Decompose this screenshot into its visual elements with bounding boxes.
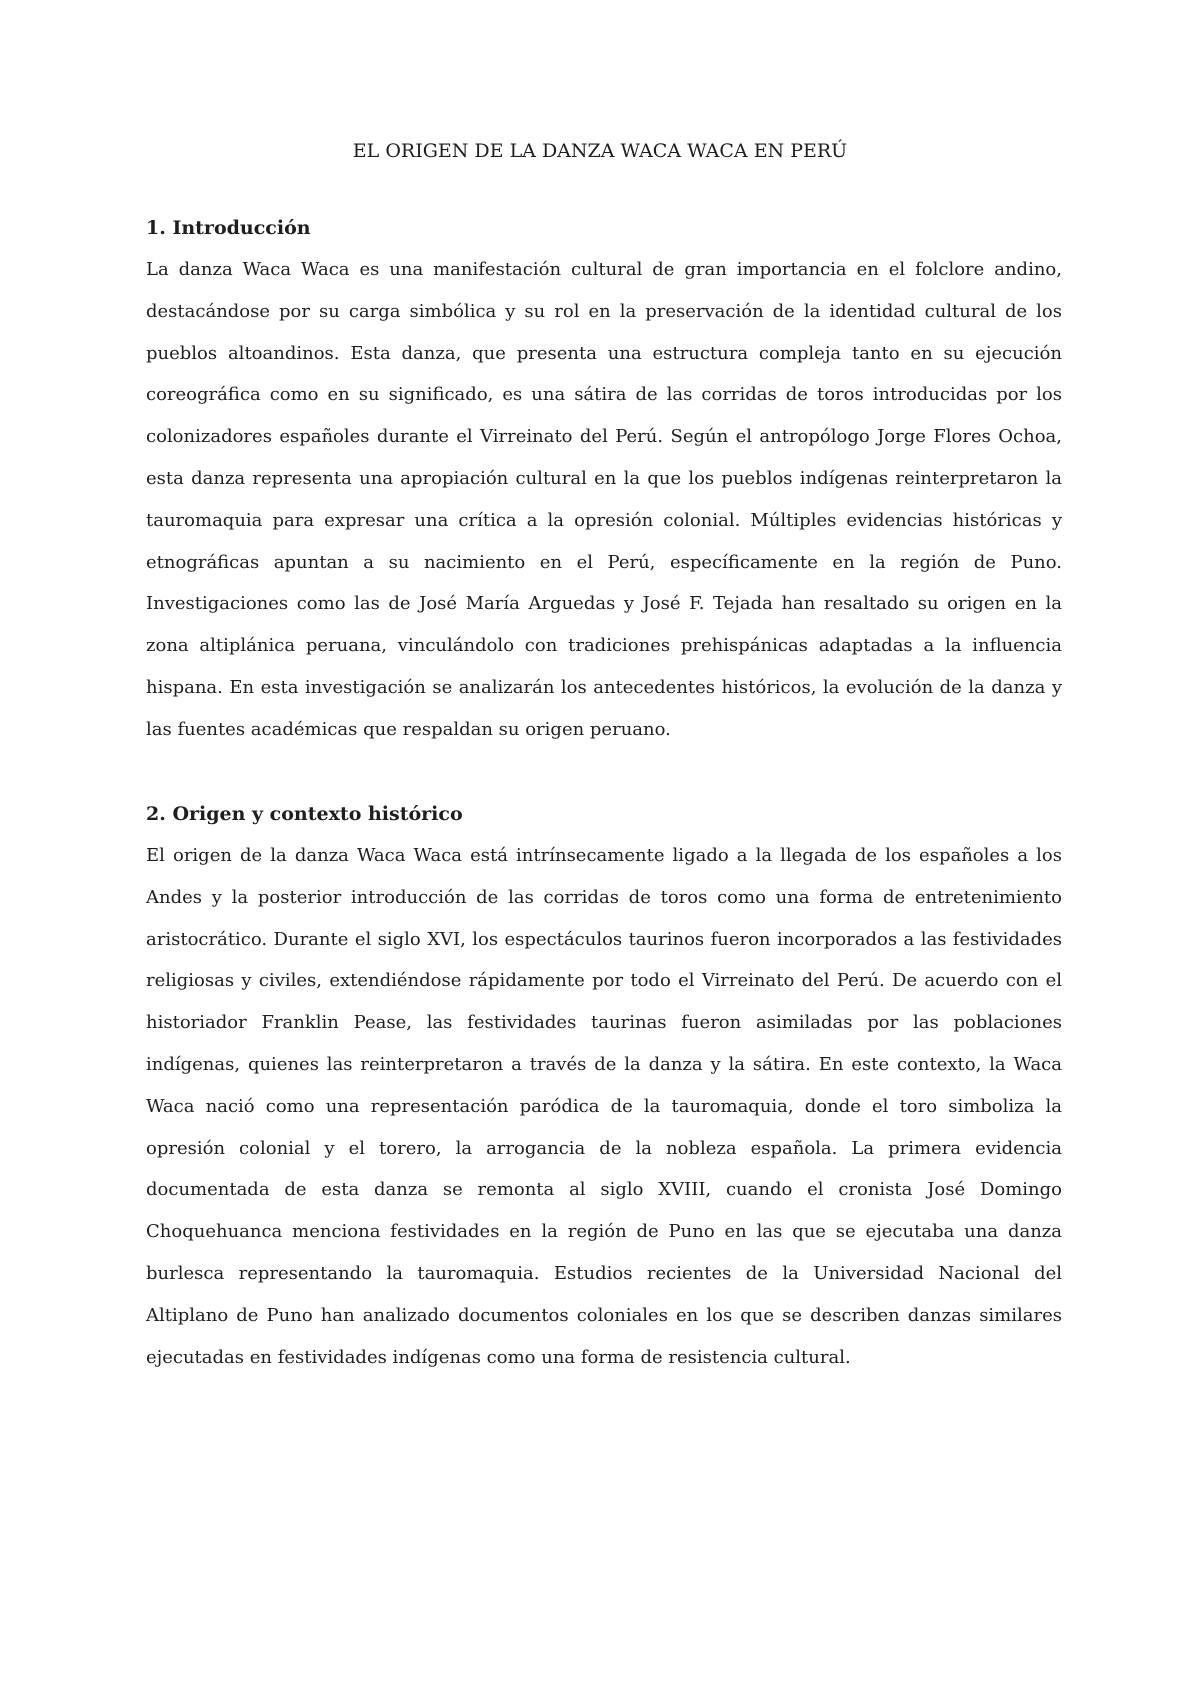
- section-paragraph: La danza Waca Waca es una manifestación cultural de gran importancia en el folclore andino, destacándose por su carga simbólica y su rol en la preservación de la identidad cultural de los pueblos altoandinos. Esta danza, que presenta una estructura compleja tanto en su ejecución coreográfica como en su significado, es una sátira de las corridas de toros introducidas por los colonizadores españoles durante el Virreinato del Perú. Según el antropólogo Jorge Flores Ochoa, esta danza representa una apropiación cultural en la que los pueblos indígenas reinterpretaron la tauromaquia para expresar una crítica a la opresión colonial. Múltiples evidencias históricas y etnográficas apuntan a su nacimiento en el Perú, específicamente en la región de Puno. Investigaciones como las de José María Arguedas y José F. Tejada han resaltado su origen en la zona altiplánica peruana, vinculándolo con tradiciones prehispánicas adaptadas a la influencia hispana. En esta investigación se analizarán los antecedentes históricos, la evolución de la danza y las fuentes académicas que respaldan su origen peruano.: [146, 259, 1062, 740]
- section-origen-contexto: [146, 793, 1062, 1378]
- section-heading: 1. Introducción: [146, 217, 311, 239]
- section-introduccion: [146, 207, 1062, 751]
- document-title: EL ORIGEN DE LA DANZA WACA WACA EN PERÚ: [352, 140, 848, 162]
- section-heading: 2. Origen y contexto histórico: [146, 803, 463, 825]
- section-paragraph: El origen de la danza Waca Waca está intrínsecamente ligado a la llegada de los españoles a los Andes y la posterior introducción de las corridas de toros como una forma de entretenimiento aristocrático. Durante el siglo XVI, los espectáculos taurinos fueron incorporados a las festividades religiosas y civiles, extendiéndose rápidamente por todo el Virreinato del Perú. De acuerdo con el historiador Franklin Pease, las festividades taurinas fueron asimiladas por las poblaciones indígenas, quienes las reinterpretaron a través de la danza y la sátira. En este contexto, la Waca Waca nació como una representación paródica de la tauromaquia, donde el toro simboliza la opresión colonial y el torero, la arrogancia de la nobleza española. La primera evidencia documentada de esta danza se remonta al siglo XVIII, cuando el cronista José Domingo Choquehuanca menciona festividades en la región de Puno en las que se ejecutaba una danza burlesca representando la tauromaquia. Estudios recientes de la Universidad Nacional del Altiplano de Puno han analizado documentos coloniales en los que se describen danzas similares ejecutadas en festividades indígenas como una forma de resistencia cultural.: [146, 845, 1062, 1368]
